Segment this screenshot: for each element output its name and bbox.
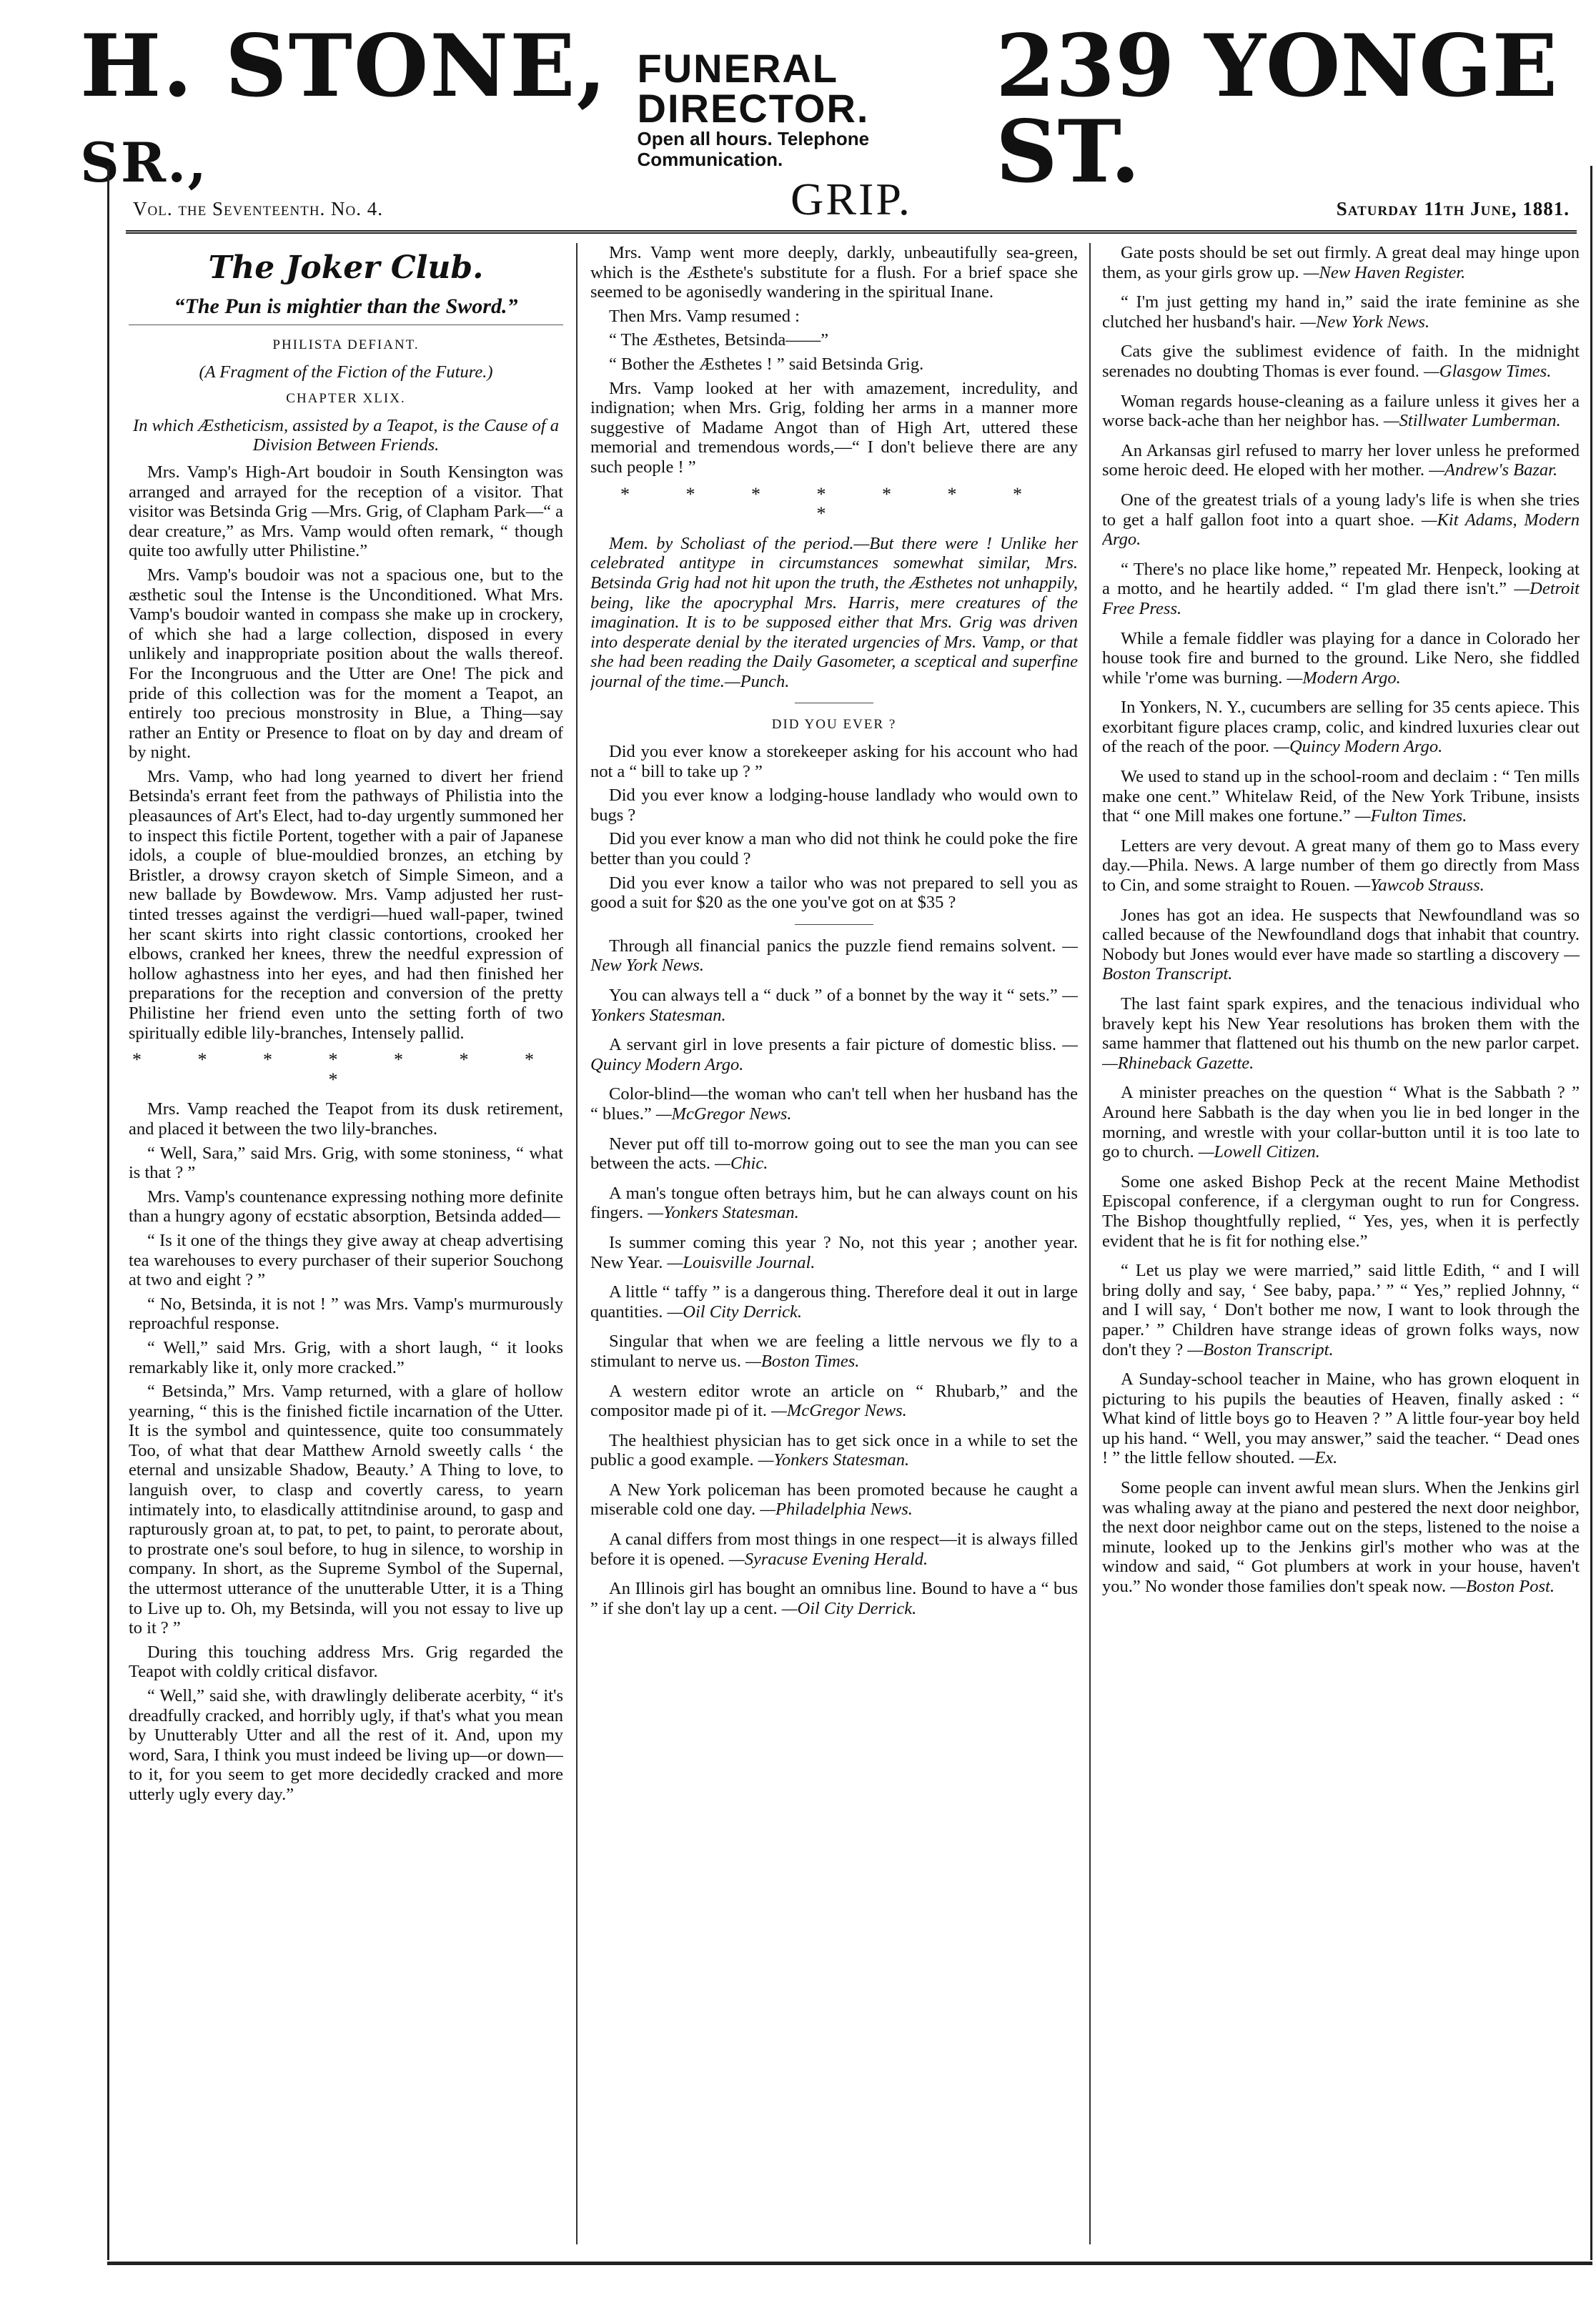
- news-item-source: —Ex.: [1299, 1448, 1338, 1468]
- issue-date: Saturday 11th June, 1881.: [1336, 198, 1570, 219]
- news-item: [590, 1084, 1078, 1124]
- news-item-text: A Sunday-school teacher in Maine, who has grown eloquent in picturing to his pupils the beauties of Heaven, finally asked : “ What kind of little boys go to Heaven ? ” A little four-year boy held up his hand. “ Well, you may answer,” said the teacher. “ Dead ones ! ” the little fellow shouted.: [1102, 1370, 1580, 1468]
- news-item-text: Letters are very devout. A great many of them go to Mass every day.—Phila. News. A large number of them go directly from Mass to Cin, and some straight to Rouen.: [1102, 836, 1580, 896]
- advert-name: H. STONE, SR.,: [80, 16, 608, 194]
- news-item: [1102, 392, 1580, 431]
- newspaper-title: GRIP.: [790, 174, 912, 224]
- news-item-source: —Detroit Free Press.: [1102, 579, 1580, 618]
- news-item: [1102, 629, 1580, 688]
- news-item-source: —Syracuse Evening Herald.: [728, 1549, 928, 1569]
- news-item: [590, 936, 1078, 976]
- news-item-text: Never put off till to-morrow going out to see the man you can see between the acts.: [590, 1134, 1078, 1174]
- news-item-source: —Boston Transcript.: [1187, 1339, 1334, 1359]
- news-item-source: —Yonkers Statesman.: [648, 1203, 799, 1223]
- story-title: PHILISTA DEFIANT.: [272, 337, 420, 352]
- news-item-text: The healthiest physician has to get sick once in a while to set the public a good example.: [590, 1430, 1078, 1470]
- news-item: [1102, 1083, 1580, 1162]
- section-motto: “The Pun is mightier than the Sword.”: [129, 294, 563, 325]
- news-item-text: Gate posts should be set out firmly. A great deal may hinge upon them, as your girls grow up.: [1102, 243, 1580, 282]
- story-paragraph: “ Betsinda,” Mrs. Vamp returned, with a glare of hollow yearning, “ this is the finished fictile incarnation of the Utter. It is the symbol and quintessence, quite too consummately Too, of what that dear Matthew Arnold sweetly calls ‘ the eternal and unsizable Shadow, Beauty.’ A Thing to love, to languish over, to clasp and covertly caress, to yearn intimately into, to elasdically attitndinise around, to gasp and rapturously groan at, to pat, to pet, to paint, to perorate about, to prostrate one's soul before, to hug in silence, to worship in company. In short, as the Supreme Symbol of the Supernal, the uttermost utterance of the unutterable Utter, it is a Thing to Live up to. Oh, my Betsinda, will you not essay to live up to it ? ”: [129, 1382, 563, 1638]
- news-item: [1102, 560, 1580, 619]
- news-item-text: An Arkansas girl refused to marry her lover unless he preformed some heroic deed. He eloped with her mother.: [1102, 440, 1580, 480]
- news-item-source: —Stillwater Lumberman.: [1383, 411, 1561, 431]
- news-item-source: —Lowell Citizen.: [1198, 1142, 1320, 1162]
- news-item: [590, 1134, 1078, 1174]
- news-item: [1102, 767, 1580, 826]
- col3-items: [1102, 243, 1580, 1597]
- news-item-text: A western editor wrote an article on “ Rhubarb,” and the compositor made pi of it.: [590, 1381, 1078, 1421]
- chapter-synopsis: In which Æstheticism, assisted by a Teapot, is the Cause of a Division Between Friends.: [133, 415, 559, 455]
- news-item-source: —Andrew's Bazar.: [1429, 460, 1558, 480]
- story-paragraph: “ Well,” said she, with drawlingly deliberate acerbity, “ it's dreadfully cracked, and horribly ugly, if that's what you mean by Unutterably Utter and all the rest of it. And, upon my word, Sara, I think you must indeed be living up—or down—to it, for you seem to get more decidedly cracked and more utterly ugly every day.”: [129, 1686, 563, 1804]
- news-item: [1102, 441, 1580, 480]
- story-paragraph: “ The Æsthetes, Betsinda——”: [609, 330, 829, 350]
- news-item: [1102, 1261, 1580, 1359]
- news-item: [590, 1282, 1078, 1322]
- news-item-text: A little “ taffy ” is a dangerous thing. Therefore deal it out in large quantities.: [590, 1282, 1078, 1322]
- news-item: [590, 1579, 1078, 1618]
- story-paragraph: Mrs. Vamp's boudoir was not a spacious one, but to the æsthetic soul the Intense is the Unconditioned. What Mrs. Vamp's boudoir wanted in compass she make up in crockery, of which she had a large collection, disposed in every unlikely and inappropriate position about the walls thereof. For the Incongruous and the Utter are One! The pick and pride of this collection was for the moment a Teapot, an entirely too precious monstrosity in Blue, a Thing—say rather an Entity or Presence to float on by day and dream of by night.: [129, 565, 563, 763]
- news-item-text: “ Let us play we were married,” said little Edith, “ and I will bring dolly and say, ‘ See baby, papa.’ ” “ Yes,” replied Johnny, “ and I will say, ‘ Don't bother me now, I want to look through the paper.’ ” Children have strange ideas of grown folks ways, now don't they ?: [1102, 1261, 1580, 1359]
- news-item-text: Woman regards house-cleaning as a failure unless it gives her a worse back-ache than her neighbor has.: [1102, 391, 1580, 431]
- chapter-heading: CHAPTER XLIX.: [286, 391, 406, 407]
- column-3: [1102, 243, 1580, 2248]
- news-item-source: —Rhineback Gazette.: [1102, 1053, 1254, 1073]
- news-item-text: One of the greatest trials of a young lady's life is when she tries to get a half gallon foot into a quart shoe.: [1102, 490, 1580, 530]
- news-item-text: The last faint spark expires, and the tenacious individual who bravely kept his New Year resolutions has broken them with the same hammer that flattened out his thumb on the new parlor carpet.: [1102, 994, 1580, 1054]
- news-item-text: “ I'm just getting my hand in,” said the irate feminine as she clutched her husband's hair.: [1102, 292, 1580, 332]
- news-item-source: —Chic.: [715, 1154, 768, 1174]
- did-you-ever-item: Did you ever know a tailor who was not prepared to sell you as good a suit for $20 as the one you've got on at $35 ?: [590, 873, 1078, 913]
- news-item-source: —Louisville Journal.: [667, 1252, 816, 1272]
- news-item-text: A servant girl in love presents a fair picture of domestic bliss.: [609, 1035, 1056, 1055]
- story-paragraph: Mrs. Vamp's countenance expressing nothing more definite than a hungry agony of ecstatic absorption, Betsinda added—: [129, 1187, 563, 1227]
- news-item-source: —Philadelphia News.: [760, 1500, 913, 1520]
- page-frame-bottom: [107, 2262, 1592, 2265]
- news-item-source: —Glasgow Times.: [1423, 361, 1552, 381]
- news-item: [590, 986, 1078, 1025]
- news-item-text: While a female fiddler was playing for a dance in Colorado her house took fire and burned to the ground. Like Nero, she fiddled while 'r'ome was burning.: [1102, 628, 1580, 688]
- news-item-source: —Quincy Modern Argo.: [590, 1035, 1078, 1074]
- column-rule: [576, 243, 578, 2244]
- news-item-source: —Yawcob Strauss.: [1354, 876, 1485, 896]
- news-item-text: Through all financial panics the puzzle fiend remains solvent.: [609, 936, 1056, 956]
- story-paragraph: Mrs. Vamp's High-Art boudoir in South Kensington was arranged and arrayed for the reception of a visitor. That visitor was Betsinda Grig —Mrs. Grig, of Clapham Park—“ a dear creature,” as Mrs. Vamp would often remark, “ though quite too awfully utter Philistine.”: [129, 462, 563, 561]
- news-item: [590, 1431, 1078, 1470]
- news-item: [1102, 342, 1580, 381]
- news-item: [590, 1233, 1078, 1272]
- news-item-text: Color-blind—the woman who can't tell when her husband has the “ blues.”: [590, 1084, 1078, 1124]
- news-item-text: In Yonkers, N. Y., cucumbers are selling for 35 cents apiece. This exorbitant figure places cramp, colic, and kindred luxuries clear out of the reach of the poor.: [1102, 698, 1580, 757]
- news-item-source: —Fulton Times.: [1354, 806, 1467, 826]
- news-item-text: A man's tongue often betrays him, but he can always count on his fingers.: [590, 1183, 1078, 1223]
- advert-sr: SR.,: [80, 131, 208, 194]
- did-you-ever-title: DID YOU EVER ?: [771, 717, 897, 733]
- news-item-source: —McGregor News.: [655, 1104, 792, 1124]
- news-item-source: —New Haven Register.: [1303, 262, 1466, 282]
- advert-line1: FUNERAL DIRECTOR.: [637, 46, 870, 132]
- news-item: [1102, 1478, 1580, 1597]
- story-paragraph: During this touching address Mrs. Grig regarded the Teapot with coldly critical disfavor.: [129, 1642, 563, 1682]
- news-item: [1102, 1172, 1580, 1251]
- news-item-text: Jones has got an idea. He suspects that Newfoundland was so called because of the Newfoundland dogs that inhabit that country. Nobody but Jones would ever have made so startling a discovery: [1102, 905, 1580, 964]
- news-item-text: A minister preaches on the question “ What is the Sabbath ? ” Around here Sabbath is the day when you lie in bed longer in the morning, and wrestle with your collar-button until it is too late to go to church.: [1102, 1083, 1580, 1162]
- news-item: [590, 1332, 1078, 1371]
- news-item-text: Some people can invent awful mean slurs. When the Jenkins girl was whaling away at the piano and pestered the next door neighbor, the next door neighbor came out on the steps, listened to the noise a minute, looked up to the Jenkins girl's mother who was at the window and said, “ Got plumbers at work in your house, haven't you.” No wonder those families don't speak now.: [1102, 1478, 1580, 1597]
- news-item-source: —Modern Argo.: [1287, 668, 1401, 688]
- news-item-source: —Boston Transcript.: [1102, 944, 1580, 984]
- news-item-source: —New York News.: [1300, 312, 1430, 332]
- volume-number: Vol. the Seventeenth. No. 4.: [133, 198, 384, 219]
- news-item-source: —New York News.: [590, 936, 1078, 976]
- news-item-text: “ There's no place like home,” repeated Mr. Henpeck, looking at a motto, and he heartily added. “ I'm glad there isn't.”: [1102, 559, 1580, 599]
- news-item: [1102, 1370, 1580, 1468]
- news-item: [590, 1480, 1078, 1520]
- advert-address: 239 YONGE ST.: [995, 16, 1558, 202]
- news-item: [1102, 243, 1580, 282]
- news-item-source: —McGregor News.: [771, 1401, 907, 1421]
- news-item-text: A canal differs from most things in one respect—it is always filled before it is opened.: [590, 1530, 1078, 1569]
- news-item-source: —Boston Times.: [745, 1351, 860, 1371]
- news-item-source: —Quincy Modern Argo.: [1274, 737, 1443, 757]
- news-item-text: Some one asked Bishop Peck at the recent Maine Methodist Episcopal conference, if a clergyman ought to run for Congress. The Bishop thoughtfully replied, “ Yes, yes, when it is perfectly evident that he is fit for nothing else.”: [1102, 1172, 1580, 1251]
- news-item-text: We used to stand up in the school-room and declaim : “ Ten mills make one cent.” Whitelaw Reid, of the New York Tribune, insists that “ one Mill makes one fortune.”: [1102, 767, 1580, 826]
- news-item-text: You can always tell a “ duck ” of a bonnet by the way it “ sets.”: [609, 986, 1058, 1005]
- news-item-text: Singular that when we are feeling a little nervous we fly to a stimulant to nerve us.: [590, 1332, 1078, 1371]
- news-item-text: A New York policeman has been promoted because he caught a miserable cold one day.: [590, 1480, 1078, 1520]
- news-item: [1102, 836, 1580, 896]
- news-item-source: —Oil City Derrick.: [781, 1598, 917, 1618]
- story-paragraph: Mem. by Scholiast of the period.—But there were ! Unlike her celebrated antitype in circumstances somewhat similar, Mrs. Betsinda Grig had not hit upon the truth, the Æsthetes not unhappily, being, like the apocryphal Mrs. Harris, mere creatures of the imagination. It is to be supposed either that Mrs. Grig was driven into desperate denial by the iterated urgencies of Mrs. Vamp, or that she had been reading the Daily Gasometer, a sceptical and superfine journal of the time.—Punch.: [590, 533, 1078, 691]
- story-paragraph: “ No, Betsinda, it is not ! ” was Mrs. Vamp's murmurously reproachful response.: [129, 1294, 563, 1334]
- news-item: [590, 1530, 1078, 1569]
- news-item-source: —Kit Adams, Modern Argo.: [1102, 510, 1580, 550]
- news-item-source: —Yonkers Statesman.: [590, 986, 1078, 1025]
- news-item: [1102, 292, 1580, 332]
- news-item-source: —Oil City Derrick.: [667, 1302, 803, 1322]
- story-paragraph: “ Is it one of the things they give away at cheap advertising tea warehouses to every purchaser of their superior Souchong at two and eight ? ”: [129, 1230, 563, 1290]
- news-item: [590, 1184, 1078, 1223]
- story-paragraph: Then Mrs. Vamp resumed :: [609, 306, 800, 326]
- story-paragraph: Mrs. Vamp, who had long yearned to divert her friend Betsinda's errant feet from the pathways of Philistia into the pleasaunces of Art's Elect, had to-day urgently summoned her to inspect this fictile Portent, together with a pair of Japanese idols, a couple of blue-mouldied bronzes, an etching by Bristler, a drowsy crayon sketch of Simple Simeon, and a new ballade by Bowdewow. Mrs. Vamp adjusted her rust-tinted tresses against the verdigri—hued wall-paper, twined her scant skirts into right classic contortions, crooked her elbows, cranked her knees, threw the needful expression of hollow aghastness into her eyes, and had then finished her preparations for the reception and conversion of the pretty Philistine her friend even unto the setting forth of two spiritually edible lily-branches, Intensely pallid.: [129, 766, 563, 1043]
- story-paragraph: Mrs. Vamp looked at her with amazement, incredulity, and indignation; when Mrs. Grig, folding her arms in a manner more suggestive of Madame Angot than of High Art, uttered these memorial and tremendous words,—“ I don't believe there are any such people ! ”: [590, 378, 1078, 477]
- news-item-source: —Yonkers Statesman.: [758, 1450, 910, 1470]
- masthead: [126, 170, 1577, 234]
- divider: [795, 924, 873, 925]
- section-stars: * * * * * * * *: [620, 483, 1048, 525]
- story-paragraph: “ Bother the Æsthetes ! ” said Betsinda Grig.: [609, 354, 924, 374]
- story-paragraph: Mrs. Vamp reached the Teapot from its dusk retirement, and placed it between the two lily-branches.: [129, 1099, 563, 1139]
- news-item: [1102, 906, 1580, 984]
- advert-middle: [637, 46, 996, 170]
- column-1: [129, 243, 563, 2248]
- advert-line2: Open all hours. Telephone Communication.: [637, 128, 870, 170]
- column-rule: [1089, 243, 1091, 2244]
- did-you-ever-item: Did you ever know a storekeeper asking for his account who had not a “ bill to take up ? ”: [590, 742, 1078, 781]
- column-2: [590, 243, 1078, 2248]
- story-paragraph: “ Well,” said Mrs. Grig, with a short laugh, “ it looks remarkably like it, only more cracked.”: [129, 1337, 563, 1377]
- news-item: [590, 1035, 1078, 1074]
- news-item-text: An Illinois girl has bought an omnibus line. Bound to have a “ bus ” if she don't lay up a cent.: [590, 1579, 1078, 1618]
- story-paragraph: “ Well, Sara,” said Mrs. Grig, with some stoniness, “ what is that ? ”: [129, 1143, 563, 1183]
- news-item: [1102, 698, 1580, 757]
- section-title: The Joker Club.: [208, 249, 484, 286]
- news-item: [590, 1382, 1078, 1421]
- story-subtitle: (A Fragment of the Fiction of the Future.): [199, 362, 493, 382]
- news-item: [1102, 994, 1580, 1073]
- did-you-ever-item: Did you ever know a lodging-house landlady who would own to bugs ?: [590, 786, 1078, 825]
- did-you-ever-item: Did you ever know a man who did not think he could poke the fire better than you could ?: [590, 829, 1078, 869]
- news-item-source: —Boston Post.: [1450, 1577, 1555, 1597]
- col2-items: [590, 936, 1078, 1619]
- news-item: [1102, 490, 1580, 550]
- section-stars: * * * * * * * *: [132, 1049, 560, 1090]
- news-item-text: Is summer coming this year ? No, not this year ; another year. New Year.: [590, 1232, 1078, 1272]
- story-paragraph: Mrs. Vamp went more deeply, darkly, unbeautifully sea-green, which is the Æsthete's substitute for a flush. For a brief space she seemed to be agonisedly wandering in the spiritual Inane.: [590, 243, 1078, 302]
- news-item-text: Cats give the sublimest evidence of faith. In the midnight serenades no doubting Thomas is ever found.: [1102, 342, 1580, 381]
